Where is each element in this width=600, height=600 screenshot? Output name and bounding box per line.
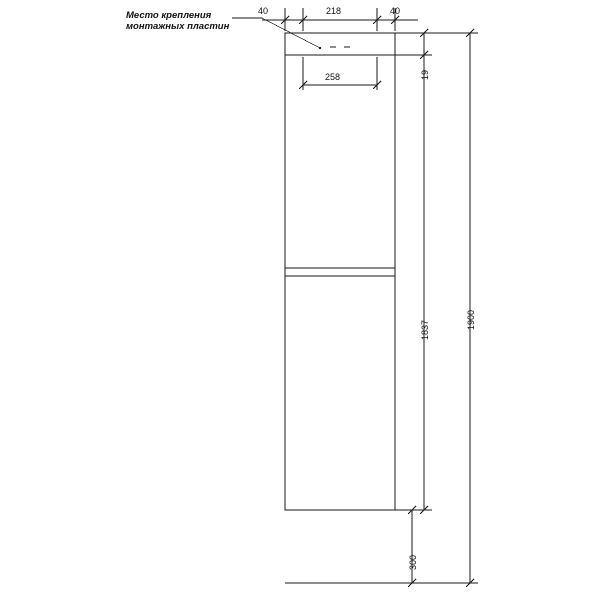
dim-label-1900: 1900: [466, 309, 476, 330]
annotation-mounting-plates: [126, 10, 229, 32]
annotation-line-1: Место крепления: [126, 10, 212, 21]
dim-label-1837: 1837: [420, 319, 430, 340]
dim-label-40-left: 40: [258, 6, 269, 16]
leader-dot: [319, 47, 321, 49]
dim-label-40-right: 40: [390, 6, 401, 16]
cabinet-body-outline: [285, 33, 395, 510]
dim-label-19: 19: [420, 69, 430, 80]
dim-label-300: 300: [408, 554, 418, 570]
dim-label-218: 218: [326, 6, 342, 16]
dim-label-258: 258: [325, 72, 341, 82]
annotation-line-2: монтажных пластин: [126, 21, 230, 32]
mounting-plate-section: [285, 33, 395, 55]
